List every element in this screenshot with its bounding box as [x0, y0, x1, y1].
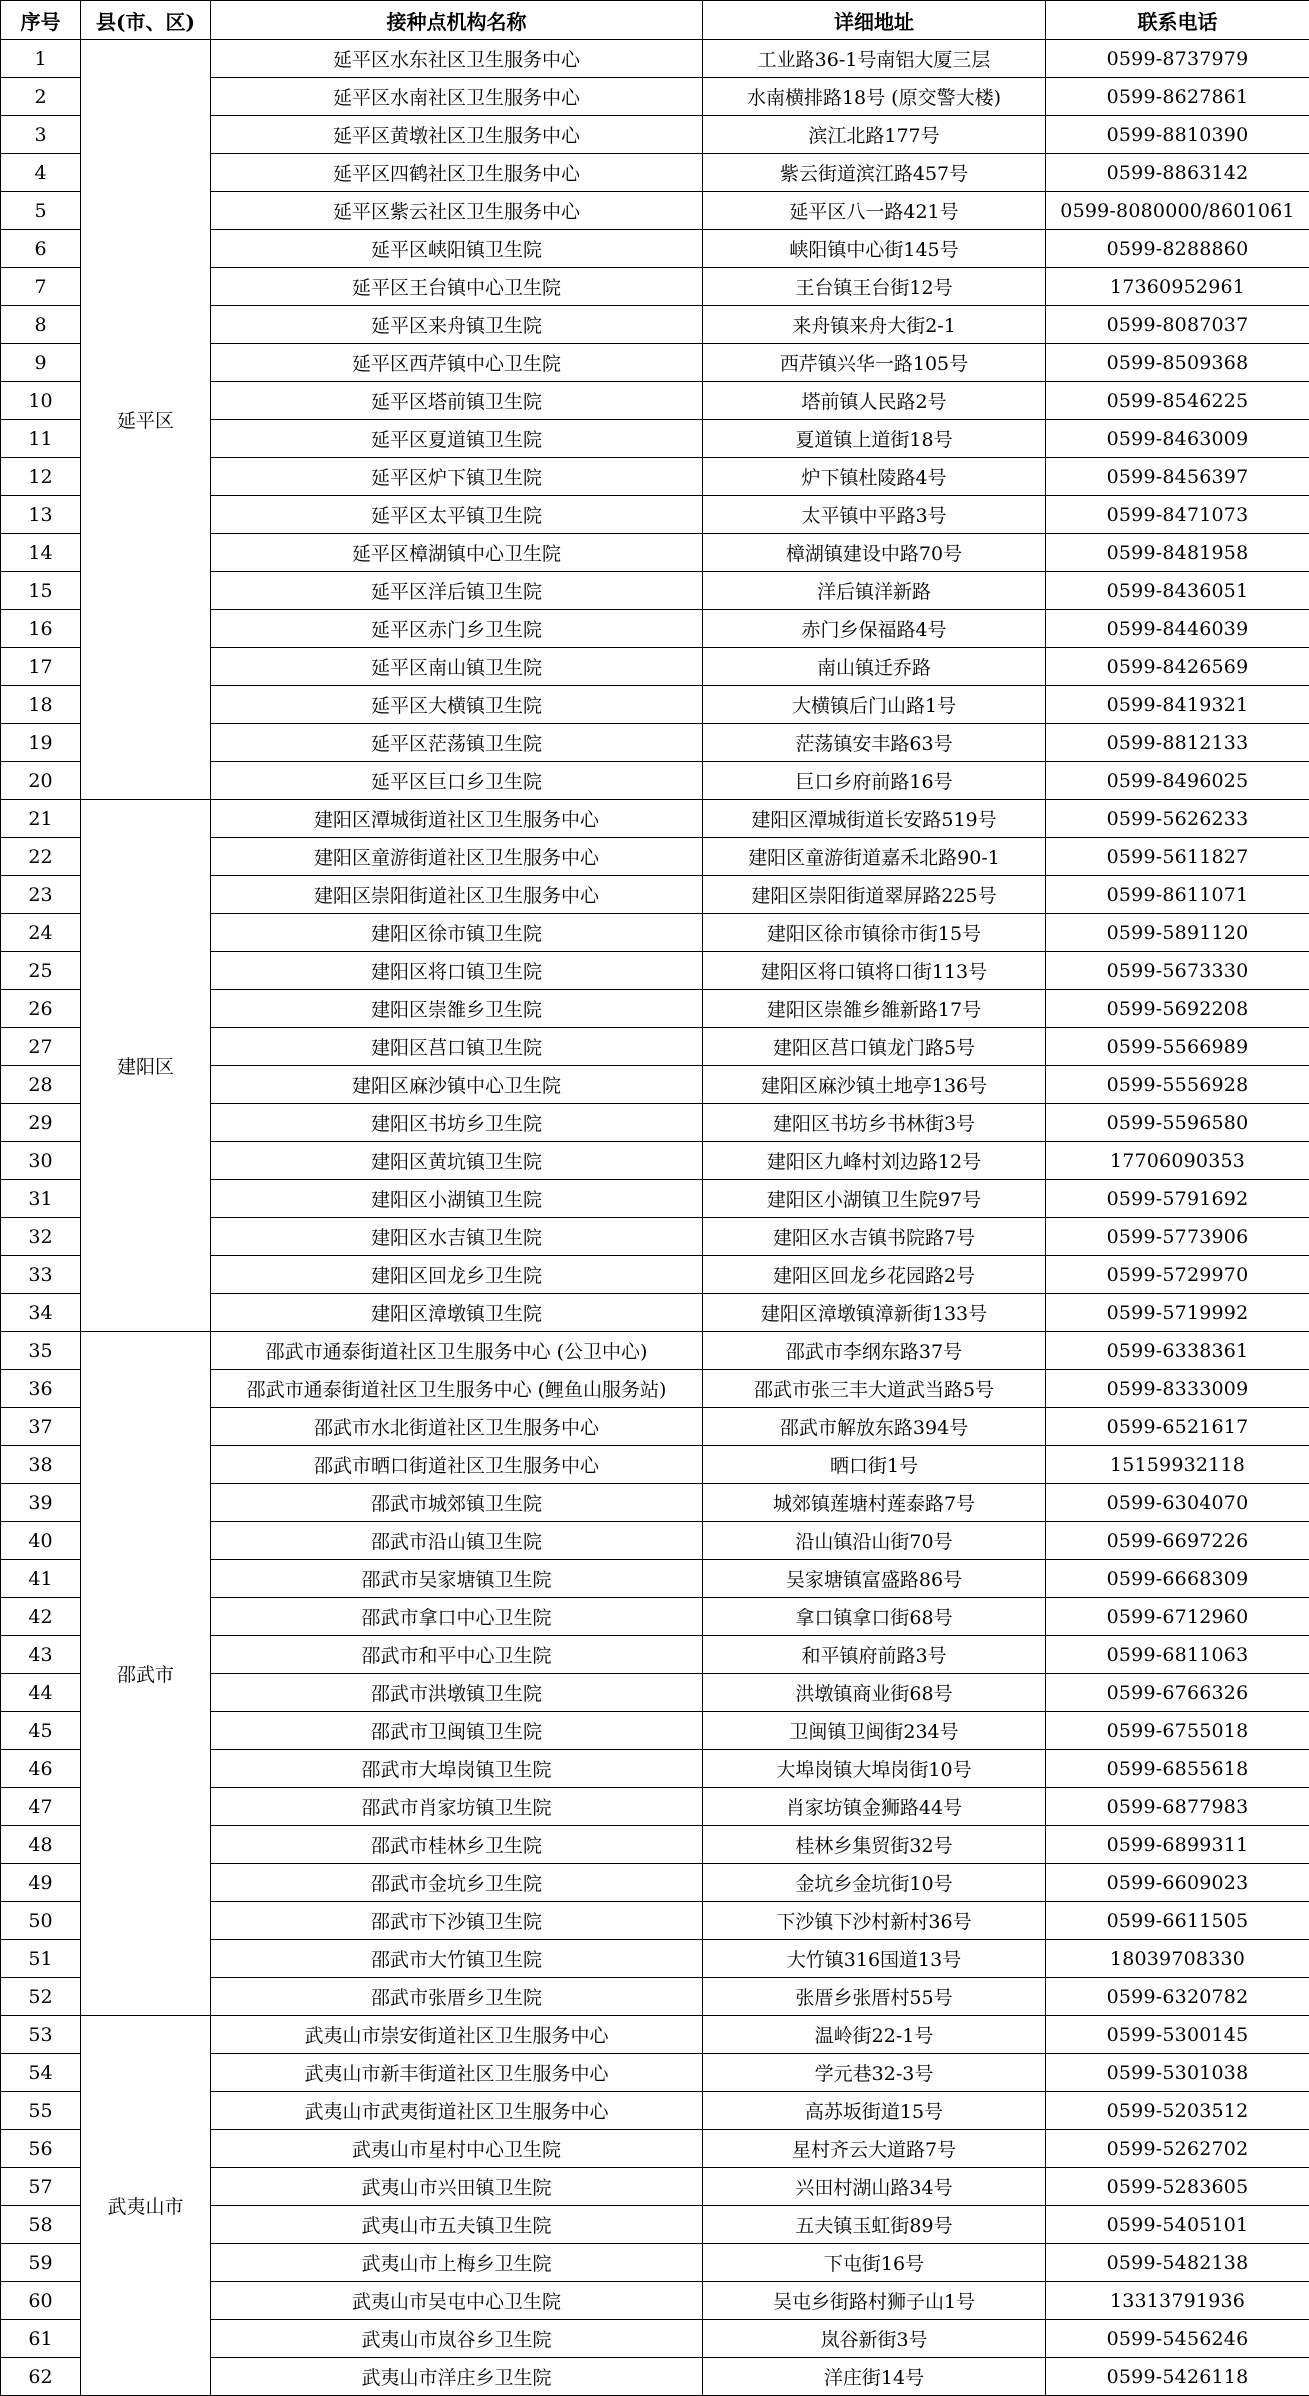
serial-number-cell: 57: [1, 2168, 81, 2206]
institution-name-cell: 建阳区崇阳街道社区卫生服务中心: [211, 876, 703, 914]
address-cell: 兴田村湖山路34号: [703, 2168, 1046, 2206]
institution-name-cell: 延平区大横镇卫生院: [211, 686, 703, 724]
serial-number-cell: 16: [1, 610, 81, 648]
address-cell: 峡阳镇中心街145号: [703, 230, 1046, 268]
institution-name-cell: 邵武市通泰街道社区卫生服务中心 (鲤鱼山服务站): [211, 1370, 703, 1408]
phone-cell: 0599-6766326: [1046, 1674, 1309, 1712]
institution-name-cell: 武夷山市兴田镇卫生院: [211, 2168, 703, 2206]
phone-cell: 0599-6855618: [1046, 1750, 1309, 1788]
address-cell: 下屯街16号: [703, 2244, 1046, 2282]
address-cell: 大埠岗镇大埠岗街10号: [703, 1750, 1046, 1788]
serial-number-cell: 10: [1, 382, 81, 420]
address-cell: 滨江北路177号: [703, 116, 1046, 154]
phone-cell: 0599-6811063: [1046, 1636, 1309, 1674]
phone-cell: 0599-6899311: [1046, 1826, 1309, 1864]
phone-cell: 0599-8546225: [1046, 382, 1309, 420]
serial-number-cell: 6: [1, 230, 81, 268]
institution-name-cell: 延平区太平镇卫生院: [211, 496, 703, 534]
address-cell: 来舟镇来舟大街2-1: [703, 306, 1046, 344]
phone-cell: 0599-8812133: [1046, 724, 1309, 762]
county-cell: 武夷山市: [81, 2016, 211, 2396]
phone-cell: 0599-5891120: [1046, 914, 1309, 952]
institution-name-cell: 建阳区书坊乡卫生院: [211, 1104, 703, 1142]
serial-number-cell: 29: [1, 1104, 81, 1142]
serial-number-cell: 44: [1, 1674, 81, 1712]
institution-name-cell: 武夷山市五夫镇卫生院: [211, 2206, 703, 2244]
phone-cell: 0599-5482138: [1046, 2244, 1309, 2282]
address-cell: 晒口街1号: [703, 1446, 1046, 1484]
institution-name-cell: 建阳区徐市镇卫生院: [211, 914, 703, 952]
serial-number-cell: 39: [1, 1484, 81, 1522]
phone-cell: 0599-6338361: [1046, 1332, 1309, 1370]
phone-cell: 0599-8496025: [1046, 762, 1309, 800]
address-cell: 建阳区水吉镇书院路7号: [703, 1218, 1046, 1256]
address-cell: 邵武市李纲东路37号: [703, 1332, 1046, 1370]
serial-number-cell: 58: [1, 2206, 81, 2244]
address-cell: 肖家坊镇金狮路44号: [703, 1788, 1046, 1826]
phone-cell: 0599-8288860: [1046, 230, 1309, 268]
address-cell: 岚谷新街3号: [703, 2320, 1046, 2358]
address-cell: 茫荡镇安丰路63号: [703, 724, 1046, 762]
serial-number-cell: 20: [1, 762, 81, 800]
address-cell: 洪墩镇商业街68号: [703, 1674, 1046, 1712]
institution-name-cell: 延平区水东社区卫生服务中心: [211, 40, 703, 78]
institution-name-cell: 建阳区小湖镇卫生院: [211, 1180, 703, 1218]
serial-number-cell: 28: [1, 1066, 81, 1104]
institution-name-cell: 邵武市洪墩镇卫生院: [211, 1674, 703, 1712]
serial-number-cell: 15: [1, 572, 81, 610]
phone-cell: 0599-8611071: [1046, 876, 1309, 914]
header-row: [1, 1, 1309, 40]
institution-name-cell: 延平区峡阳镇卫生院: [211, 230, 703, 268]
institution-name-cell: 邵武市大竹镇卫生院: [211, 1940, 703, 1978]
serial-number-cell: 43: [1, 1636, 81, 1674]
address-cell: 建阳区崇阳街道翠屏路225号: [703, 876, 1046, 914]
serial-number-cell: 42: [1, 1598, 81, 1636]
address-cell: 建阳区崇雒乡雒新路17号: [703, 990, 1046, 1028]
phone-cell: 0599-5596580: [1046, 1104, 1309, 1142]
serial-number-cell: 13: [1, 496, 81, 534]
serial-number-cell: 33: [1, 1256, 81, 1294]
institution-name-cell: 邵武市水北街道社区卫生服务中心: [211, 1408, 703, 1446]
phone-cell: 13313791936: [1046, 2282, 1309, 2320]
phone-cell: 0599-6697226: [1046, 1522, 1309, 1560]
phone-cell: 18039708330: [1046, 1940, 1309, 1978]
table-row: [1, 2016, 1309, 2054]
institution-name-cell: 武夷山市上梅乡卫生院: [211, 2244, 703, 2282]
institution-name-cell: 邵武市通泰街道社区卫生服务中心 (公卫中心): [211, 1332, 703, 1370]
institution-name-cell: 延平区炉下镇卫生院: [211, 458, 703, 496]
phone-cell: 0599-5611827: [1046, 838, 1309, 876]
address-cell: 洋后镇洋新路: [703, 572, 1046, 610]
address-cell: 和平镇府前路3号: [703, 1636, 1046, 1674]
serial-number-cell: 48: [1, 1826, 81, 1864]
serial-number-cell: 18: [1, 686, 81, 724]
address-cell: 建阳区潭城街道长安路519号: [703, 800, 1046, 838]
institution-name-cell: 武夷山市岚谷乡卫生院: [211, 2320, 703, 2358]
address-cell: 建阳区九峰村刘边路12号: [703, 1142, 1046, 1180]
phone-cell: 0599-8509368: [1046, 344, 1309, 382]
institution-name-cell: 建阳区漳墩镇卫生院: [211, 1294, 703, 1332]
address-cell: 金坑乡金坑街10号: [703, 1864, 1046, 1902]
serial-number-cell: 9: [1, 344, 81, 382]
institution-name-cell: 邵武市晒口街道社区卫生服务中心: [211, 1446, 703, 1484]
institution-name-cell: 建阳区崇雒乡卫生院: [211, 990, 703, 1028]
address-cell: 沿山镇沿山街70号: [703, 1522, 1046, 1560]
institution-name-cell: 武夷山市新丰街道社区卫生服务中心: [211, 2054, 703, 2092]
serial-number-cell: 40: [1, 1522, 81, 1560]
address-cell: 建阳区漳墩镇漳新街133号: [703, 1294, 1046, 1332]
phone-cell: 0599-5301038: [1046, 2054, 1309, 2092]
serial-number-cell: 47: [1, 1788, 81, 1826]
address-cell: 炉下镇杜陵路4号: [703, 458, 1046, 496]
address-cell: 邵武市张三丰大道武当路5号: [703, 1370, 1046, 1408]
serial-number-cell: 4: [1, 154, 81, 192]
institution-name-cell: 邵武市卫闽镇卫生院: [211, 1712, 703, 1750]
phone-cell: 0599-6668309: [1046, 1560, 1309, 1598]
serial-number-cell: 62: [1, 2358, 81, 2396]
address-cell: 塔前镇人民路2号: [703, 382, 1046, 420]
address-cell: 邵武市解放东路394号: [703, 1408, 1046, 1446]
address-cell: 建阳区莒口镇龙门路5号: [703, 1028, 1046, 1066]
institution-name-cell: 延平区紫云社区卫生服务中心: [211, 192, 703, 230]
institution-name-cell: 延平区四鹤社区卫生服务中心: [211, 154, 703, 192]
institution-name-cell: 邵武市下沙镇卫生院: [211, 1902, 703, 1940]
serial-number-cell: 41: [1, 1560, 81, 1598]
address-cell: 温岭街22-1号: [703, 2016, 1046, 2054]
address-cell: 工业路36-1号南铝大厦三层: [703, 40, 1046, 78]
serial-number-cell: 8: [1, 306, 81, 344]
phone-cell: 0599-8436051: [1046, 572, 1309, 610]
institution-name-cell: 建阳区黄坑镇卫生院: [211, 1142, 703, 1180]
phone-cell: 0599-5791692: [1046, 1180, 1309, 1218]
institution-name-cell: 建阳区回龙乡卫生院: [211, 1256, 703, 1294]
serial-number-cell: 55: [1, 2092, 81, 2130]
institution-name-cell: 延平区南山镇卫生院: [211, 648, 703, 686]
county-cell: 延平区: [81, 40, 211, 800]
address-cell: 樟湖镇建设中路70号: [703, 534, 1046, 572]
county-cell: 邵武市: [81, 1332, 211, 2016]
institution-name-cell: 邵武市城郊镇卫生院: [211, 1484, 703, 1522]
phone-cell: 0599-8456397: [1046, 458, 1309, 496]
serial-number-cell: 32: [1, 1218, 81, 1256]
institution-name-cell: 延平区黄墩社区卫生服务中心: [211, 116, 703, 154]
serial-number-cell: 3: [1, 116, 81, 154]
phone-cell: 0599-8419321: [1046, 686, 1309, 724]
table-row: [1, 40, 1309, 78]
phone-cell: 15159932118: [1046, 1446, 1309, 1484]
phone-cell: 0599-8463009: [1046, 420, 1309, 458]
serial-number-cell: 56: [1, 2130, 81, 2168]
serial-number-cell: 30: [1, 1142, 81, 1180]
phone-cell: 0599-8087037: [1046, 306, 1309, 344]
phone-cell: 0599-8446039: [1046, 610, 1309, 648]
serial-number-cell: 17: [1, 648, 81, 686]
institution-name-cell: 建阳区水吉镇卫生院: [211, 1218, 703, 1256]
address-cell: 赤门乡保福路4号: [703, 610, 1046, 648]
institution-name-cell: 邵武市桂林乡卫生院: [211, 1826, 703, 1864]
header-institution-name: 接种点机构名称: [211, 1, 703, 40]
phone-cell: 0599-5673330: [1046, 952, 1309, 990]
institution-name-cell: 武夷山市武夷街道社区卫生服务中心: [211, 2092, 703, 2130]
address-cell: 建阳区童游街道嘉禾北路90-1: [703, 838, 1046, 876]
address-cell: 星村齐云大道路7号: [703, 2130, 1046, 2168]
serial-number-cell: 46: [1, 1750, 81, 1788]
institution-name-cell: 邵武市肖家坊镇卫生院: [211, 1788, 703, 1826]
serial-number-cell: 22: [1, 838, 81, 876]
institution-name-cell: 邵武市吴家塘镇卫生院: [211, 1560, 703, 1598]
phone-cell: 0599-5556928: [1046, 1066, 1309, 1104]
institution-name-cell: 邵武市拿口中心卫生院: [211, 1598, 703, 1636]
institution-name-cell: 武夷山市星村中心卫生院: [211, 2130, 703, 2168]
address-cell: 五夫镇玉虹街89号: [703, 2206, 1046, 2244]
serial-number-cell: 51: [1, 1940, 81, 1978]
serial-number-cell: 14: [1, 534, 81, 572]
phone-cell: 0599-5729970: [1046, 1256, 1309, 1294]
table-row: [1, 1332, 1309, 1370]
serial-number-cell: 60: [1, 2282, 81, 2320]
address-cell: 紫云街道滨江路457号: [703, 154, 1046, 192]
phone-cell: 0599-8333009: [1046, 1370, 1309, 1408]
phone-cell: 0599-8481958: [1046, 534, 1309, 572]
county-cell: 建阳区: [81, 800, 211, 1332]
phone-cell: 0599-5426118: [1046, 2358, 1309, 2396]
serial-number-cell: 2: [1, 78, 81, 116]
table-header: [1, 1, 1309, 40]
institution-name-cell: 武夷山市洋庄乡卫生院: [211, 2358, 703, 2396]
serial-number-cell: 49: [1, 1864, 81, 1902]
phone-cell: 0599-8080000/8601061: [1046, 192, 1309, 230]
institution-name-cell: 武夷山市吴屯中心卫生院: [211, 2282, 703, 2320]
serial-number-cell: 25: [1, 952, 81, 990]
phone-cell: 17360952961: [1046, 268, 1309, 306]
phone-cell: 0599-5203512: [1046, 2092, 1309, 2130]
address-cell: 大横镇后门山路1号: [703, 686, 1046, 724]
phone-cell: 0599-6611505: [1046, 1902, 1309, 1940]
institution-name-cell: 武夷山市崇安街道社区卫生服务中心: [211, 2016, 703, 2054]
address-cell: 水南横排路18号 (原交警大楼): [703, 78, 1046, 116]
address-cell: 高苏坂街道15号: [703, 2092, 1046, 2130]
table-row: [1, 800, 1309, 838]
phone-cell: 0599-8426569: [1046, 648, 1309, 686]
institution-name-cell: 延平区西芹镇中心卫生院: [211, 344, 703, 382]
header-county: 县(市、区): [81, 1, 211, 40]
address-cell: 建阳区将口镇将口街113号: [703, 952, 1046, 990]
serial-number-cell: 34: [1, 1294, 81, 1332]
serial-number-cell: 12: [1, 458, 81, 496]
phone-cell: 0599-6755018: [1046, 1712, 1309, 1750]
serial-number-cell: 36: [1, 1370, 81, 1408]
phone-cell: 0599-6304070: [1046, 1484, 1309, 1522]
address-cell: 延平区八一路421号: [703, 192, 1046, 230]
institution-name-cell: 延平区赤门乡卫生院: [211, 610, 703, 648]
phone-cell: 0599-6521617: [1046, 1408, 1309, 1446]
institution-name-cell: 延平区来舟镇卫生院: [211, 306, 703, 344]
address-cell: 桂林乡集贸街32号: [703, 1826, 1046, 1864]
phone-cell: 0599-5405101: [1046, 2206, 1309, 2244]
institution-name-cell: 延平区茫荡镇卫生院: [211, 724, 703, 762]
serial-number-cell: 53: [1, 2016, 81, 2054]
phone-cell: 0599-8863142: [1046, 154, 1309, 192]
serial-number-cell: 54: [1, 2054, 81, 2092]
address-cell: 下沙镇下沙村新村36号: [703, 1902, 1046, 1940]
institution-name-cell: 延平区巨口乡卫生院: [211, 762, 703, 800]
address-cell: 卫闽镇卫闽街234号: [703, 1712, 1046, 1750]
address-cell: 吴家塘镇富盛路86号: [703, 1560, 1046, 1598]
serial-number-cell: 27: [1, 1028, 81, 1066]
address-cell: 拿口镇拿口街68号: [703, 1598, 1046, 1636]
institution-name-cell: 延平区水南社区卫生服务中心: [211, 78, 703, 116]
phone-cell: 0599-5283605: [1046, 2168, 1309, 2206]
serial-number-cell: 45: [1, 1712, 81, 1750]
address-cell: 南山镇迁乔路: [703, 648, 1046, 686]
phone-cell: 0599-5566989: [1046, 1028, 1309, 1066]
serial-number-cell: 21: [1, 800, 81, 838]
phone-cell: 0599-6712960: [1046, 1598, 1309, 1636]
phone-cell: 0599-8471073: [1046, 496, 1309, 534]
address-cell: 洋庄街14号: [703, 2358, 1046, 2396]
serial-number-cell: 24: [1, 914, 81, 952]
institution-name-cell: 邵武市沿山镇卫生院: [211, 1522, 703, 1560]
serial-number-cell: 1: [1, 40, 81, 78]
phone-cell: 0599-6609023: [1046, 1864, 1309, 1902]
address-cell: 西芹镇兴华一路105号: [703, 344, 1046, 382]
serial-number-cell: 50: [1, 1902, 81, 1940]
phone-cell: 0599-5300145: [1046, 2016, 1309, 2054]
serial-number-cell: 59: [1, 2244, 81, 2282]
institution-name-cell: 延平区樟湖镇中心卫生院: [211, 534, 703, 572]
phone-cell: 0599-5692208: [1046, 990, 1309, 1028]
serial-number-cell: 52: [1, 1978, 81, 2016]
address-cell: 巨口乡府前路16号: [703, 762, 1046, 800]
table-body: [1, 40, 1309, 2396]
address-cell: 吴屯乡街路村狮子山1号: [703, 2282, 1046, 2320]
address-cell: 太平镇中平路3号: [703, 496, 1046, 534]
institution-name-cell: 延平区洋后镇卫生院: [211, 572, 703, 610]
institution-name-cell: 建阳区童游街道社区卫生服务中心: [211, 838, 703, 876]
serial-number-cell: 61: [1, 2320, 81, 2358]
institution-name-cell: 建阳区麻沙镇中心卫生院: [211, 1066, 703, 1104]
serial-number-cell: 7: [1, 268, 81, 306]
institution-name-cell: 建阳区潭城街道社区卫生服务中心: [211, 800, 703, 838]
institution-name-cell: 建阳区莒口镇卫生院: [211, 1028, 703, 1066]
serial-number-cell: 37: [1, 1408, 81, 1446]
serial-number-cell: 35: [1, 1332, 81, 1370]
phone-cell: 0599-5773906: [1046, 1218, 1309, 1256]
address-cell: 建阳区书坊乡书林街3号: [703, 1104, 1046, 1142]
phone-cell: 0599-8627861: [1046, 78, 1309, 116]
phone-cell: 17706090353: [1046, 1142, 1309, 1180]
serial-number-cell: 38: [1, 1446, 81, 1484]
institution-name-cell: 建阳区将口镇卫生院: [211, 952, 703, 990]
header-address: 详细地址: [703, 1, 1046, 40]
header-phone: 联系电话: [1046, 1, 1309, 40]
phone-cell: 0599-8810390: [1046, 116, 1309, 154]
institution-name-cell: 邵武市金坑乡卫生院: [211, 1864, 703, 1902]
institution-name-cell: 延平区夏道镇卫生院: [211, 420, 703, 458]
phone-cell: 0599-5719992: [1046, 1294, 1309, 1332]
institution-name-cell: 邵武市和平中心卫生院: [211, 1636, 703, 1674]
institution-name-cell: 邵武市张厝乡卫生院: [211, 1978, 703, 2016]
address-cell: 建阳区回龙乡花园路2号: [703, 1256, 1046, 1294]
address-cell: 学元巷32-3号: [703, 2054, 1046, 2092]
institution-name-cell: 延平区塔前镇卫生院: [211, 382, 703, 420]
header-serial-number: 序号: [1, 1, 81, 40]
serial-number-cell: 26: [1, 990, 81, 1028]
phone-cell: 0599-5626233: [1046, 800, 1309, 838]
phone-cell: 0599-5456246: [1046, 2320, 1309, 2358]
address-cell: 夏道镇上道街18号: [703, 420, 1046, 458]
address-cell: 城郊镇莲塘村莲泰路7号: [703, 1484, 1046, 1522]
serial-number-cell: 19: [1, 724, 81, 762]
address-cell: 建阳区麻沙镇土地亭136号: [703, 1066, 1046, 1104]
address-cell: 建阳区小湖镇卫生院97号: [703, 1180, 1046, 1218]
phone-cell: 0599-6320782: [1046, 1978, 1309, 2016]
address-cell: 大竹镇316国道13号: [703, 1940, 1046, 1978]
phone-cell: 0599-6877983: [1046, 1788, 1309, 1826]
serial-number-cell: 11: [1, 420, 81, 458]
phone-cell: 0599-8737979: [1046, 40, 1309, 78]
serial-number-cell: 23: [1, 876, 81, 914]
institution-name-cell: 延平区王台镇中心卫生院: [211, 268, 703, 306]
address-cell: 张厝乡张厝村55号: [703, 1978, 1046, 2016]
address-cell: 王台镇王台街12号: [703, 268, 1046, 306]
serial-number-cell: 31: [1, 1180, 81, 1218]
institution-name-cell: 邵武市大埠岗镇卫生院: [211, 1750, 703, 1788]
serial-number-cell: 5: [1, 192, 81, 230]
address-cell: 建阳区徐市镇徐市街15号: [703, 914, 1046, 952]
phone-cell: 0599-5262702: [1046, 2130, 1309, 2168]
